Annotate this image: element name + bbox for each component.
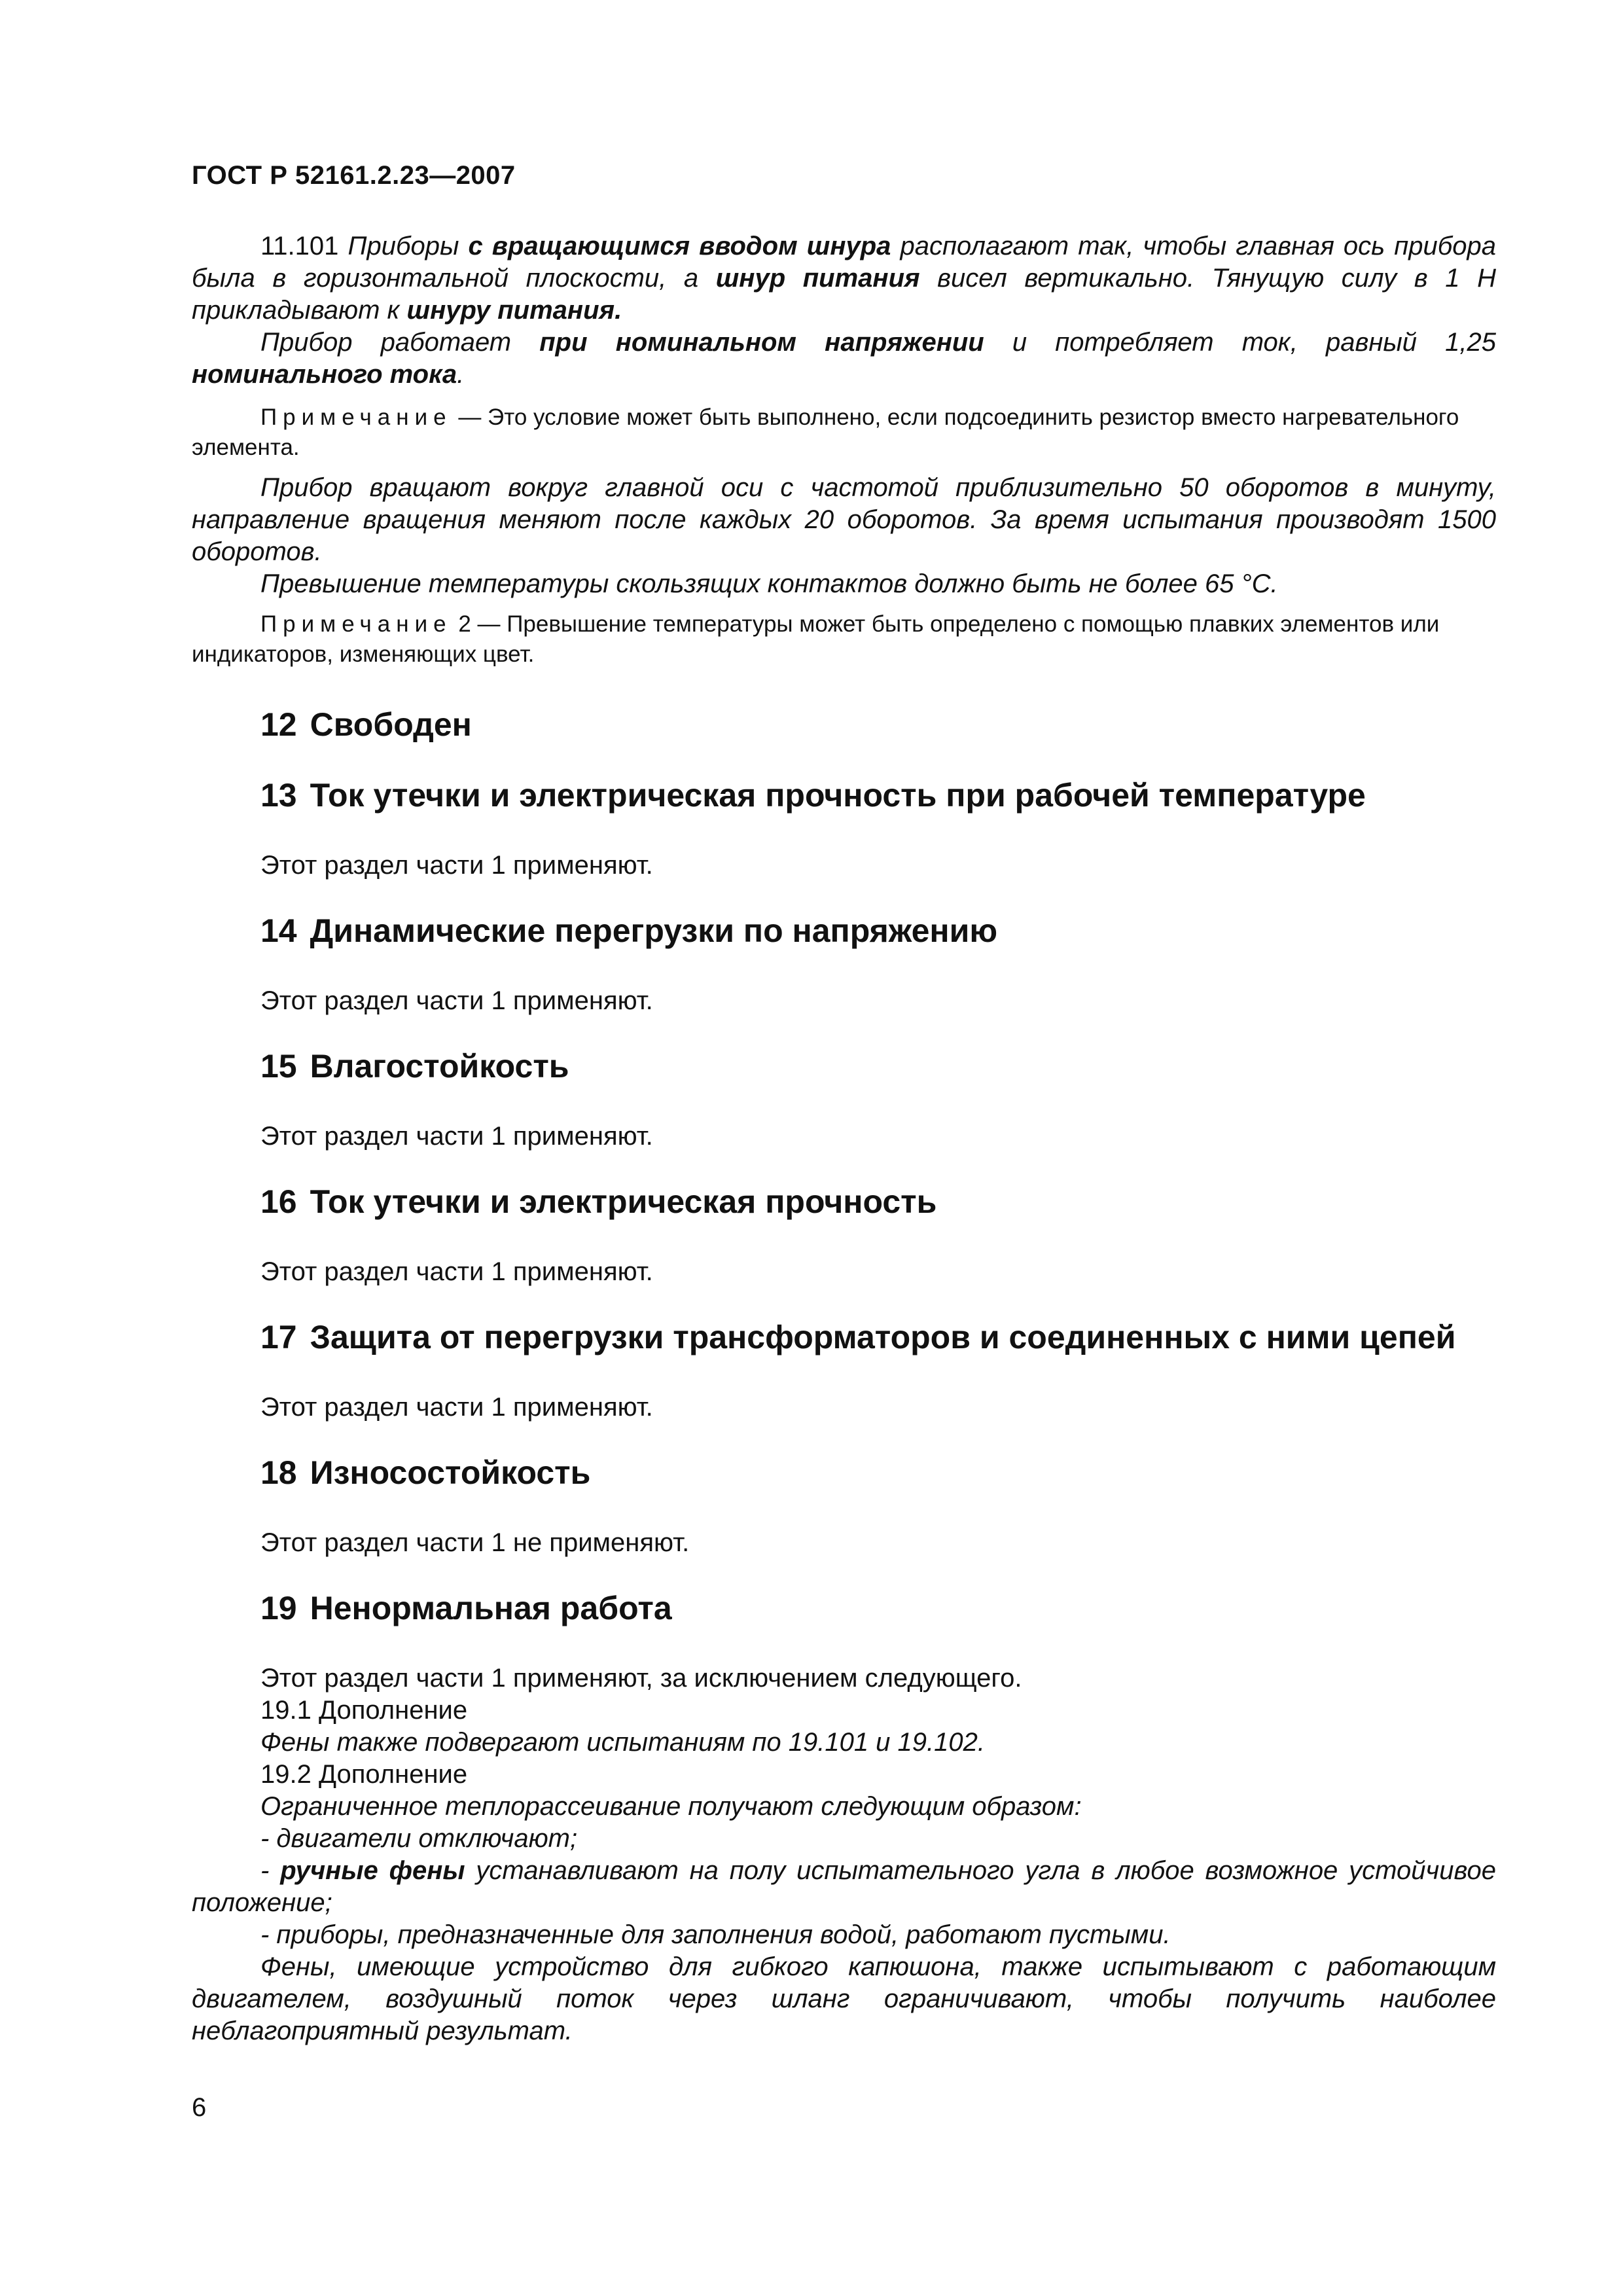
section-14-body: Этот раздел части 1 применяют. bbox=[260, 986, 653, 1015]
section-heading-12: 12 Свободен bbox=[260, 706, 472, 743]
page-number: 6 bbox=[192, 2093, 207, 2122]
final-paragraph-text: Фены, имеющие устройство для гибкого капюшона, также испытывают с работающим двигателем, воздушный поток через шланг ограничивают, чтобы получить наиболее неблагоприятный результат. bbox=[192, 1952, 1496, 2045]
defined-term: шнуру питания. bbox=[406, 296, 622, 325]
text-run: устанавливают на полу испытательного угла в любое возможное устойчивое положение; bbox=[192, 1856, 1496, 1917]
defined-term: номинального тока bbox=[192, 360, 457, 389]
section-heading-16: 16 Ток утечки и электрическая прочность bbox=[260, 1183, 937, 1220]
section-18-body: Этот раздел части 1 не применяют. bbox=[260, 1528, 690, 1557]
document-header: ГОСТ Р 52161.2.23—2007 bbox=[192, 161, 516, 190]
clause-11-101-paragraph-2 bbox=[192, 327, 1496, 391]
list-item-2 bbox=[192, 1855, 1496, 1919]
section-16-body: Этот раздел части 1 применяют. bbox=[260, 1257, 653, 1286]
defined-term: шнур питания bbox=[715, 264, 920, 293]
clause-11-101-paragraph-4: Превышение температуры скользящих контактов должно быть не более 65 °С. bbox=[260, 569, 1278, 598]
clause-11-101-paragraph-1 bbox=[192, 230, 1496, 327]
section-heading-14: 14 Динамические перегрузки по напряжению bbox=[260, 912, 998, 949]
note-label: Примечание bbox=[260, 611, 452, 637]
section-heading-17: 17 Защита от перегрузки трансформаторов и соединенных с ними цепей bbox=[260, 1319, 1456, 1355]
subclause-19-2-text: Ограниченное теплорассеивание получают следующим образом: bbox=[260, 1792, 1082, 1821]
defined-term: с вращающимся вводом шнура bbox=[468, 232, 891, 260]
subclause-19-1-heading: 19.1 Дополнение bbox=[260, 1696, 468, 1725]
note-text: — Это условие может быть выполнено, если подсоединить резистор вместо нагревательного элемента. bbox=[192, 404, 1459, 460]
section-heading-15: 15 Влагостойкость bbox=[260, 1048, 569, 1085]
text-run: висел вертикально. Тянущую силу в 1 Н прикладывают к bbox=[192, 264, 1496, 325]
text-run: . bbox=[457, 360, 465, 389]
final-paragraph bbox=[192, 1951, 1496, 2047]
text-run: располагают так, чтобы главная ось прибора была в горизонтальной плоскости, а bbox=[192, 232, 1496, 293]
note-1 bbox=[192, 403, 1496, 463]
clause-11-101-paragraph-3: Прибор вращают вокруг главной оси с частотой приблизительно 50 оборотов в минуту, направление вращения меняют после каждых 20 оборотов. За время испытания производят 1500 оборотов. bbox=[192, 473, 1496, 566]
defined-term: ручные фены bbox=[280, 1856, 465, 1885]
text-run: и потребляет ток, равный 1,25 bbox=[1012, 328, 1497, 357]
list-item-1: - двигатели отключают; bbox=[260, 1824, 578, 1853]
section-15-body: Этот раздел части 1 применяют. bbox=[260, 1122, 653, 1151]
text-run: Приборы bbox=[348, 232, 459, 260]
section-19-body: Этот раздел части 1 применяют, за исключением следующего. bbox=[260, 1664, 1022, 1693]
section-heading-19: 19 Ненормальная работа bbox=[260, 1590, 672, 1626]
list-item-3: - приборы, предназначенные для заполнения водой, работают пустыми. bbox=[260, 1920, 1171, 1949]
defined-term: при номинальном напряжении bbox=[539, 328, 984, 357]
text-run: Прибор работает bbox=[260, 328, 512, 357]
section-13-body: Этот раздел части 1 применяют. bbox=[260, 851, 653, 880]
clause-number: 11.101 bbox=[260, 232, 339, 260]
subclause-19-1-text: Фены также подвергают испытаниям по 19.101 и 19.102. bbox=[260, 1728, 985, 1757]
note-label: Примечание bbox=[260, 404, 452, 430]
subclause-19-2-heading: 19.2 Дополнение bbox=[260, 1760, 468, 1789]
note-text: 2 — Превышение температуры может быть определено с помощью плавких элементов или индикаторов, изменяющих цвет. bbox=[192, 611, 1440, 667]
list-dash: - bbox=[260, 1856, 270, 1885]
note-2 bbox=[192, 609, 1496, 670]
clause-11-101 bbox=[192, 230, 1496, 670]
section-heading-13: 13 Ток утечки и электрическая прочность при рабочей температуре bbox=[260, 777, 1366, 814]
section-heading-18: 18 Износостойкость bbox=[260, 1454, 591, 1491]
section-17-body: Этот раздел части 1 применяют. bbox=[260, 1393, 653, 1422]
